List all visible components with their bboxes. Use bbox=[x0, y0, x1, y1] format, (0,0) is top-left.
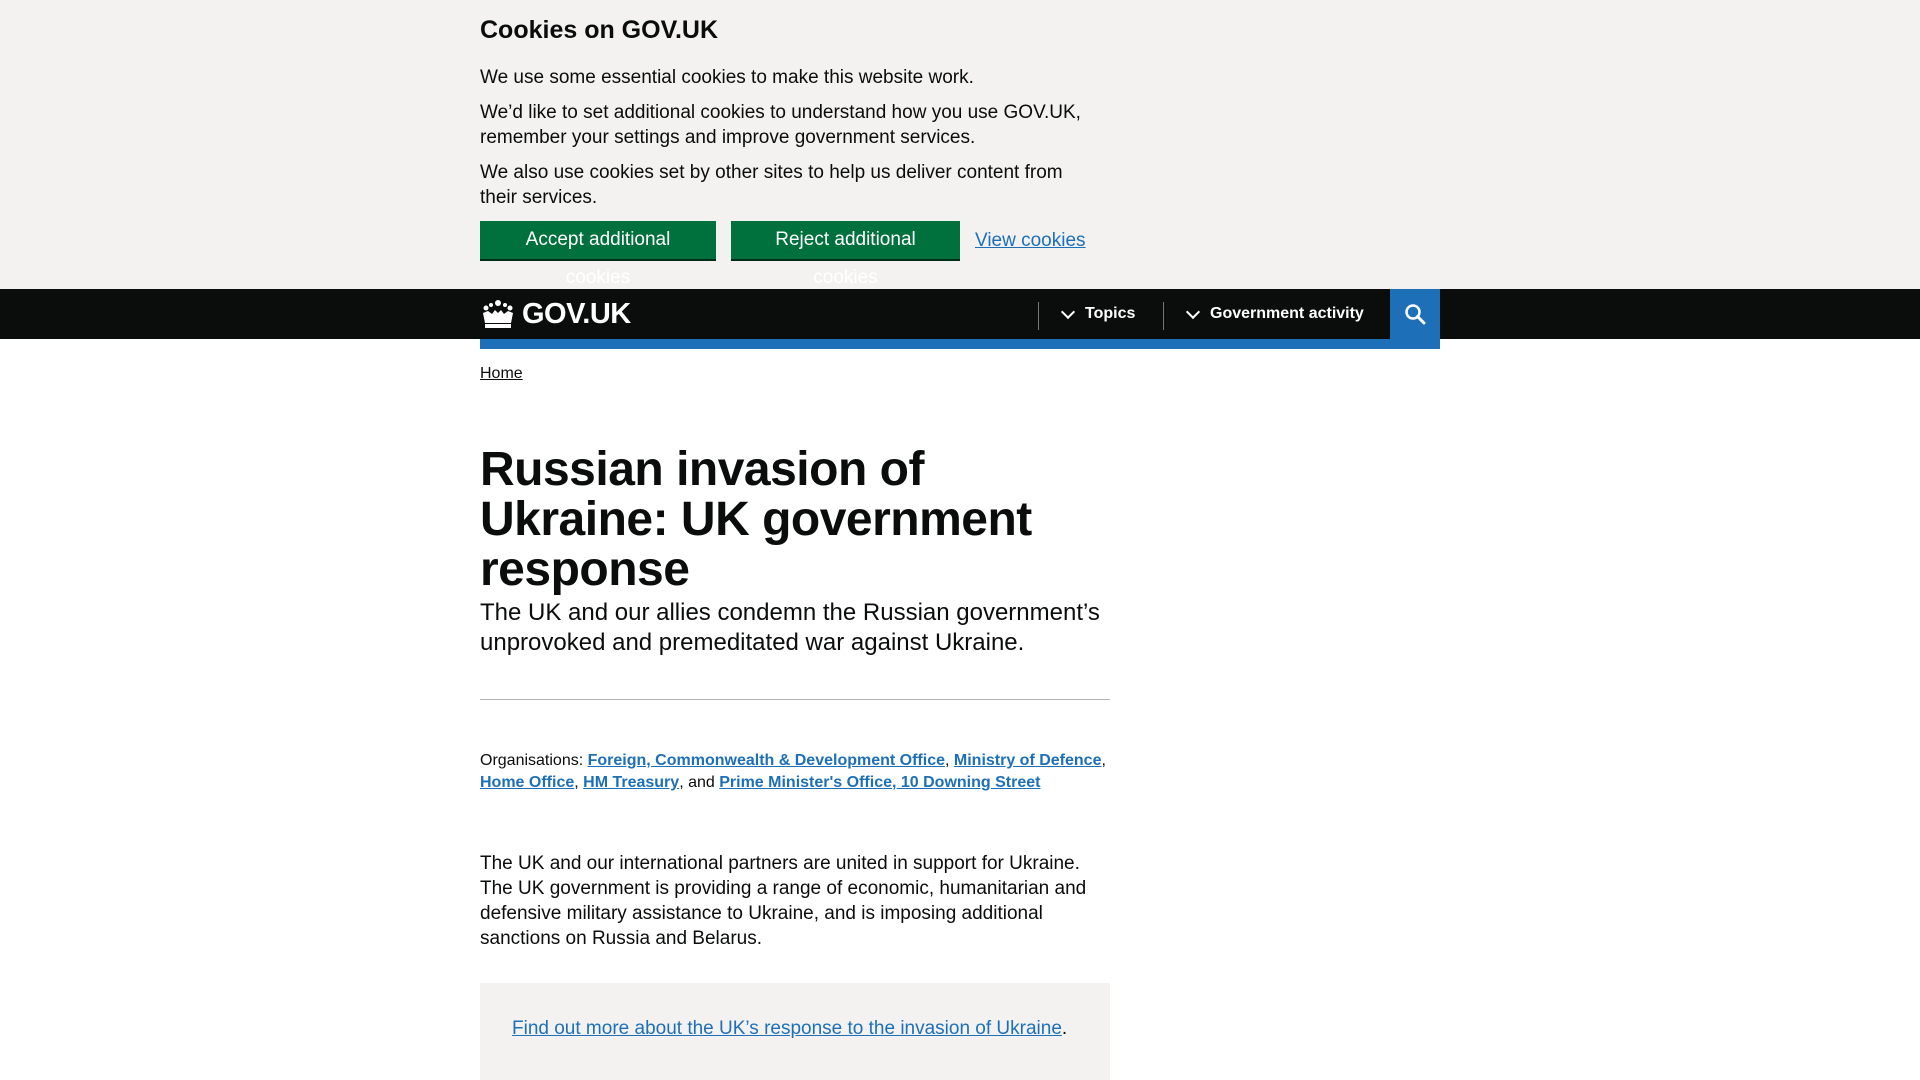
org-link-pmo[interactable]: Prime Minister's Office, 10 Downing Street bbox=[719, 774, 1041, 791]
page-lead: The UK and our allies condemn the Russian government’s unprovoked and premeditated war against Ukraine. bbox=[480, 599, 1100, 656]
section-divider bbox=[480, 699, 1110, 700]
organisations-metadata: Organisations: Foreign, Commonwealth & Development Office, Ministry of Defence, Home Office, HM Treasury, and Prime Minister's Office, 10 Downing Street bbox=[480, 752, 1106, 791]
nav-government-activity[interactable] bbox=[1184, 289, 1364, 339]
org-link-hm-treasury[interactable]: HM Treasury bbox=[583, 774, 680, 791]
inset-text: Find out more about the UK’s response to the invasion of Ukraine. bbox=[512, 1018, 1068, 1039]
org-link-mod[interactable]: Ministry of Defence bbox=[953, 752, 1102, 769]
logo-text: GOV.UK bbox=[522, 297, 631, 330]
search-icon bbox=[1404, 303, 1426, 325]
page-body-text: The UK and our international partners are united in support for Ukraine. The UK government is providing a range of economic, humanitarian and defensive military assistance to Ukraine, and is imposing additional sanctions on Russia and Belarus. bbox=[480, 853, 1087, 949]
cookie-text-third-party: We also use cookies set by other sites to help us deliver content from their services. bbox=[480, 162, 1063, 208]
find-out-more-link[interactable]: Find out more about the UK’s response to the invasion of Ukraine bbox=[512, 1018, 1062, 1039]
search-button[interactable] bbox=[1390, 289, 1440, 339]
nav-divider bbox=[1038, 302, 1039, 330]
cookie-banner-title: Cookies on GOV.UK bbox=[480, 16, 719, 44]
org-link-fcdo[interactable]: Foreign, Commonwealth & Development Office bbox=[587, 752, 945, 769]
accept-cookies-button[interactable]: Accept additional cookies bbox=[480, 221, 716, 259]
cookie-text-additional: We’d like to set additional cookies to understand how you use GOV.UK, remember your settings and improve government services. bbox=[480, 102, 1081, 148]
cookie-banner bbox=[0, 0, 1920, 289]
view-cookies-link[interactable]: View cookies bbox=[975, 230, 1086, 251]
nav-topics-label: Topics bbox=[1085, 305, 1136, 322]
crown-icon bbox=[480, 299, 516, 329]
organisations-label: Organisations: bbox=[480, 752, 584, 769]
breadcrumb bbox=[480, 364, 523, 384]
site-header bbox=[0, 289, 1920, 339]
org-link-home-office[interactable]: Home Office bbox=[480, 774, 575, 791]
nav-topics[interactable] bbox=[1059, 289, 1135, 339]
chevron-down-icon bbox=[1061, 304, 1075, 318]
breadcrumb-home-link[interactable]: Home bbox=[480, 365, 523, 382]
page-title: Russian invasion of Ukraine: UK government response bbox=[480, 443, 1032, 596]
organisations-and: and bbox=[688, 774, 715, 791]
chevron-down-icon bbox=[1186, 304, 1200, 318]
govuk-logo-link[interactable] bbox=[480, 297, 631, 331]
cookie-text-essential: We use some essential cookies to make this website work. bbox=[480, 67, 974, 88]
header-accent-bar bbox=[480, 339, 1440, 349]
reject-cookies-button[interactable]: Reject additional cookies bbox=[731, 221, 960, 259]
inset-panel bbox=[480, 983, 1110, 1080]
nav-divider bbox=[1163, 302, 1164, 330]
nav-government-activity-label: Government activity bbox=[1210, 305, 1364, 322]
